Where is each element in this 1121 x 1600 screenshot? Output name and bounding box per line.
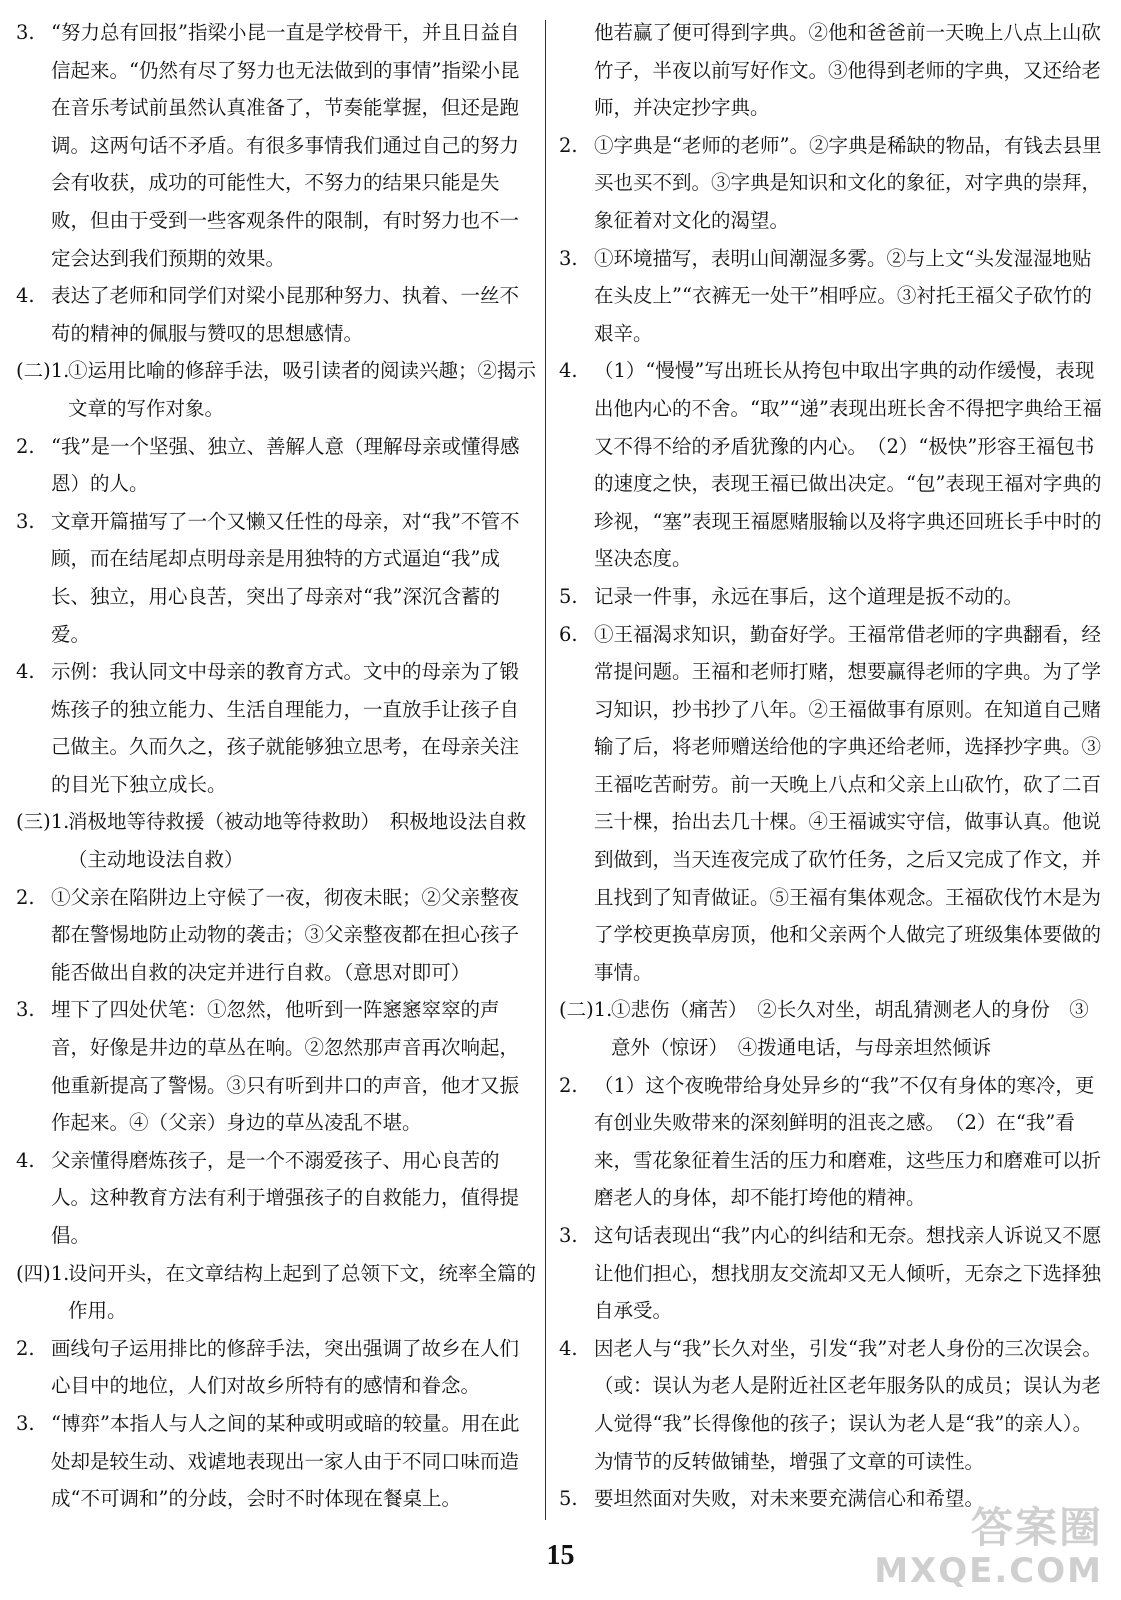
answer-item-number: 3.	[16, 21, 35, 44]
answer-item-text: 埋下了四处伏笔：①忽然，他听到一阵窸窸窣窣的声音，好像是井边的草丛在响。②忽然那声音再次响起，他重新提高了警惕。③只有听到井口的声音，他才又振作起来。④（父亲）身边的草丛凌乱不堪。	[51, 998, 520, 1135]
answer-item-text: 表达了老师和同学们对梁小昆那种努力、执着、一丝不苟的精神的佩服与赞叹的思想感情。	[51, 284, 520, 345]
answer-item-text: 因老人与“我”长久对坐，引发“我”对老人身份的三次误会。（或：误认为老人是附近社区老年服务队的成员；误认为老人觉得“我”长得像他的孩子；误认为老人是“我”的亲人）。为情节的反转做铺垫，增强了文章的可读性。	[594, 1336, 1102, 1473]
right-items	[559, 14, 1107, 1514]
answer-item-text: （1）“慢慢”写出班长从挎包中取出字典的动作缓慢，表现出他内心的不舍。“取”“递”表现出班长舍不得把字典给王福又不得不给的矛盾犹豫的内心。 （2）“极快”形容王福包书的速度之快，表现王福已做出决定。“包”表现王福对字典的珍视，“塞”表现王福愿赌服输以及将字典还回班长手中时的坚决态度。	[594, 359, 1102, 571]
answer-item	[16, 653, 536, 803]
answer-item-number: 3.	[559, 1224, 578, 1247]
site-watermark	[874, 1495, 1103, 1595]
answer-item	[559, 240, 1107, 353]
answer-item-number: 3.	[16, 1411, 35, 1435]
page-number: 15	[546, 1540, 575, 1571]
answer-item-text: “我”是一个坚强、独立、善解人意（理解母亲或懂得感恩）的人。	[51, 434, 520, 496]
answer-item-number: 4.	[559, 1336, 578, 1360]
answer-item-text: 这句话表现出“我”内心的纠结和无奈。想找亲人诉说又不愿让他们担心，想找朋友交流却又无人倾听，无奈之下选择独自承受。	[594, 1224, 1102, 1323]
answer-item	[16, 1255, 536, 1330]
answer-item	[16, 277, 536, 352]
answer-item-number: 2.	[559, 133, 578, 157]
answer-item-text: 他若赢了便可得到字典。②他和爸爸前一天晚上八点上山砍竹子，半夜以前写好作文。③他得到老师的字典，又还给老师，并决定抄字典。	[594, 21, 1102, 120]
answer-item-text: 示例：我认同文中母亲的教育方式。文中的母亲为了锻炼孩子的独立能力、生活自理能力，一直放手让孩子自己做主。久而久之，孩子就能够独立思考，在母亲关注的目光下独立成长。	[51, 660, 520, 796]
answer-item-number: (二)1.	[16, 359, 70, 383]
answer-item-number: 3.	[16, 509, 35, 533]
answer-item	[16, 991, 536, 1141]
answer-item-text: “努力总有回报”指梁小昆一直是学校骨干，并且日益自信起来。“仍然有尽了努力也无法做到的事情”指梁小昆在音乐考试前虽然认真准备了，节奏能掌握，但还是跑调。这两句话不矛盾。有很多事情我们通过自己的努力会有收获，成功的可能性大，不努力的结果只能是失败，但由于受到一些客观条件的限制，有时努力也不一定会达到我们预期的效果。	[51, 21, 520, 270]
answer-item-text: ①字典是“老师的老师”。②字典是稀缺的物品，有钱去县里买也买不到。③字典是知识和文化的象征，对字典的崇拜，象征着对文化的渴望。	[594, 133, 1102, 232]
answer-item-text: “博弈”本指人与人之间的某种或明或暗的较量。用在此处却是较生动、戏谑地表现出一家人由于不同口味而造成“不可调和”的分歧，会时不时体现在餐桌上。	[51, 1411, 520, 1511]
answer-item-number: 4.	[559, 359, 578, 383]
answer-item-text: ①环境描写，表明山间潮湿多雾。②与上文“头发湿湿地贴在头皮上”“衣裤无一处干”相呼应。③衬托王福父子砍竹的艰辛。	[594, 246, 1092, 345]
answer-item-number: (二)1.	[559, 998, 613, 1022]
answer-item-text: 要坦然面对失败，对未来要充满信心和希望。	[594, 1487, 985, 1511]
answer-item	[559, 1330, 1107, 1480]
answer-item	[559, 1067, 1107, 1217]
answer-item-number: 6.	[559, 622, 578, 646]
right-column	[559, 14, 1107, 1514]
answer-item-text: ①运用比喻的修辞手法，吸引读者的阅读兴趣；②揭示文章的写作对象。	[68, 359, 536, 420]
answer-item	[559, 1217, 1107, 1330]
answer-item-text: ①王福渴求知识，勤奋好学。王福常借老师的字典翻看，经常提问题。王福和老师打赌，想要赢得老师的字典。为了学习知识，抄书抄了八年。②王福做事有原则。在知道自己赌输了后，将老师赠送给他的字典还给老师，选择抄字典。③王福吃苦耐劳。前一天晚上八点和父亲上山砍竹，砍了二百三十棵，抬出去几十棵。④王福诚实守信，做事认真。他说到做到，当天连夜完成了砍竹任务，之后又完成了作文，并且找到了知青做证。⑤王福有集体观念。王福砍伐竹木是为了学校更换草房顶，他和父亲两个人做完了班级集体要做的事情。	[594, 622, 1102, 984]
answer-item	[16, 1330, 536, 1405]
answer-item	[16, 428, 536, 503]
answer-item-number: 2.	[16, 1336, 35, 1360]
answer-item-number: 3.	[16, 998, 35, 1022]
answer-item	[559, 14, 1107, 127]
answer-item	[16, 352, 536, 427]
answer-item-text: 画线句子运用排比的修辞手法，突出强调了故乡在人们心目中的地位，人们对故乡所特有的感情和眷念。	[51, 1336, 520, 1398]
answer-item-number: 4.	[16, 284, 35, 308]
answer-item-number: 2.	[16, 434, 35, 458]
answer-item-text: （1）这个夜晚带给身处异乡的“我”不仅有身体的寒冷，更有创业失败带来的深刻鲜明的沮丧之感。 （2）在“我”看来，雪花象征着生活的压力和磨难，这些压力和磨难可以折磨老人的身体，却不能打垮他的精神。	[594, 1073, 1102, 1210]
answer-item	[559, 616, 1107, 992]
answer-item	[16, 879, 536, 992]
answer-item-text: 父亲懂得磨炼孩子，是一个不溺爱孩子、用心良苦的人。这种教育方法有利于增强孩子的自救能力，值得提倡。	[51, 1148, 520, 1247]
answer-item	[16, 1405, 536, 1514]
answer-item-number: 5.	[559, 584, 578, 608]
answer-item-text: 记录一件事，永远在事后，这个道理是扳不动的。	[594, 584, 1024, 608]
answer-item	[16, 503, 536, 653]
answer-item-text: 设问开头，在文章结构上起到了总领下文，统率全篇的作用。	[68, 1261, 536, 1323]
left-column	[16, 14, 536, 1514]
answer-item-number: (三)1.	[16, 810, 70, 834]
column-divider	[545, 20, 546, 1520]
answer-item-text: ①悲伤（痛苦） ②长久对坐，胡乱猜测老人的身份 ③意外（惊讶） ④拨通电话，与母亲坦然倾诉	[611, 998, 1089, 1060]
answer-item-text: ①父亲在陷阱边上守候了一夜，彻夜未眠；②父亲整夜都在警惕地防止动物的袭击；③父亲整夜都在担心孩子能否做出自救的决定并进行自救。（意思对即可）	[51, 885, 520, 984]
answer-item-number: 4.	[16, 660, 35, 684]
answer-item-text: 消极地等待救援（被动地等待救助） 积极地设法自救（主动地设法自救）	[68, 810, 527, 872]
answer-item	[559, 352, 1107, 578]
left-items	[16, 14, 536, 1514]
watermark-url: MXQE.COM	[874, 1551, 1103, 1591]
answer-item	[16, 1142, 536, 1255]
answer-item	[16, 803, 536, 878]
answer-item	[16, 14, 536, 277]
answer-item-number: 2.	[559, 1073, 578, 1097]
answer-item	[559, 127, 1107, 240]
answer-item	[559, 578, 1107, 616]
answer-item-number: 5.	[559, 1487, 578, 1511]
watermark-logo-text: 答案圈	[970, 1503, 1103, 1552]
answer-item-number: 4.	[16, 1148, 35, 1172]
answer-item-number: (四)1.	[16, 1261, 70, 1285]
answer-item-number: 3.	[559, 246, 578, 270]
answer-item	[559, 991, 1107, 1066]
answer-item-number: 2.	[16, 885, 35, 909]
answer-item-text: 文章开篇描写了一个又懒又任性的母亲，对“我”不管不顾，而在结尾却点明母亲是用独特的方式逼迫“我”成长、独立，用心良苦，突出了母亲对“我”深沉含蓄的爱。	[51, 509, 520, 646]
